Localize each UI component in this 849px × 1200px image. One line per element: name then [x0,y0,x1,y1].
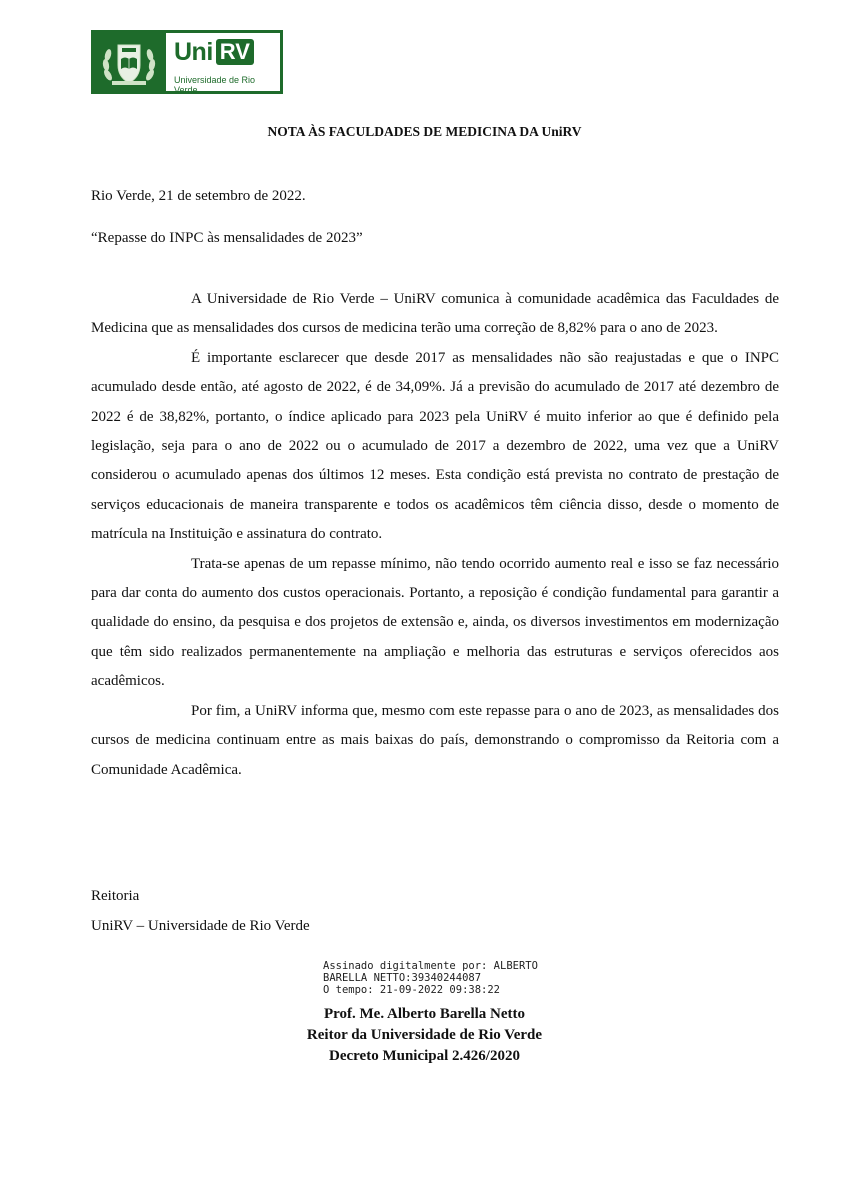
signatory-role: Reitor da Universidade de Rio Verde [306,1027,543,1043]
document-title: NOTA ÀS FACULDADES DE MEDICINA DA UniRV [267,124,582,139]
signoff-block [91,881,310,941]
digital-signature-stamp [323,960,538,996]
document-body [91,285,779,785]
logo-rv-text: RV [216,39,254,65]
logo-wordmark [174,38,254,66]
logo-uni-text: Uni [174,37,213,66]
paragraph: Por fim, a UniRV informa que, mesmo com este repasse para o ano de 2023, as mensalidades dos cursos de medicina continuam entre as mais baixas do país, demonstrando o compromisso da Reitoria com a Comunidade Acadêmica. [91,702,779,778]
university-crest-icon [98,37,160,87]
paragraph: A Universidade de Rio Verde – UniRV comunica à comunidade acadêmica das Faculdades de Medicina que as mensalidades dos cursos de medicina terão uma correção de 8,82% para o ano de 2023. [91,291,779,337]
signatory-block [0,1004,849,1067]
digital-signature-line: Assinado digitalmente por: ALBERTO [323,960,538,972]
date-line: Rio Verde, 21 de setembro de 2022. [91,188,306,204]
paragraph: É importante esclarecer que desde 2017 as mensalidades não são reajustadas e que o INPC acumulado desde então, até agosto de 2022, é de 34,09%. Já a previsão do acumulado de 2017 até dezembro de 2022 é de 38,82%, portanto, o índice aplicado para 2023 pela UniRV é muito inferior ao que é definido pela legislação, seja para o ano de 2022 ou o acumulado de 2017 a dezembro de 2022, uma vez que a UniRV considerou o acumulado apenas dos últimos 12 meses. Esta condição está prevista no contrato de prestação de serviços educacionais de maneira transparente e todos os acadêmicos têm ciência disso, desde o momento de matrícula na Instituição e assinatura do contrato. [91,349,779,543]
signoff-institution: UniRV – Universidade de Rio Verde [91,918,310,934]
signatory-name: Prof. Me. Alberto Barella Netto [323,1006,526,1022]
digital-signature-line: BARELLA NETTO:39340244087 [323,972,482,984]
logo-wordmark-panel [166,33,280,95]
signatory-decree: Decreto Municipal 2.426/2020 [329,1048,520,1064]
digital-signature-time: O tempo: 21-09-2022 09:38:22 [323,984,501,996]
paragraph: Trata-se apenas de um repasse mínimo, não tendo ocorrido aumento real e isso se faz necessário para dar conta do aumento dos custos operacionais. Portanto, a reposição é condição fundamental para garantir a qualidade do ensino, da pesquisa e dos projetos de extensão e, ainda, os diversos investimentos em modernização que têm sido realizados permanentemente na ampliação e melhoria das estruturas e serviços oferecidos aos acadêmicos. [91,555,779,690]
signoff-reitoria: Reitoria [91,888,140,904]
logo-subtitle: Universidade de Rio Verde [174,75,256,95]
subject-line: “Repasse do INPC às mensalidades de 2023” [91,230,363,246]
unirv-logo [91,30,283,94]
